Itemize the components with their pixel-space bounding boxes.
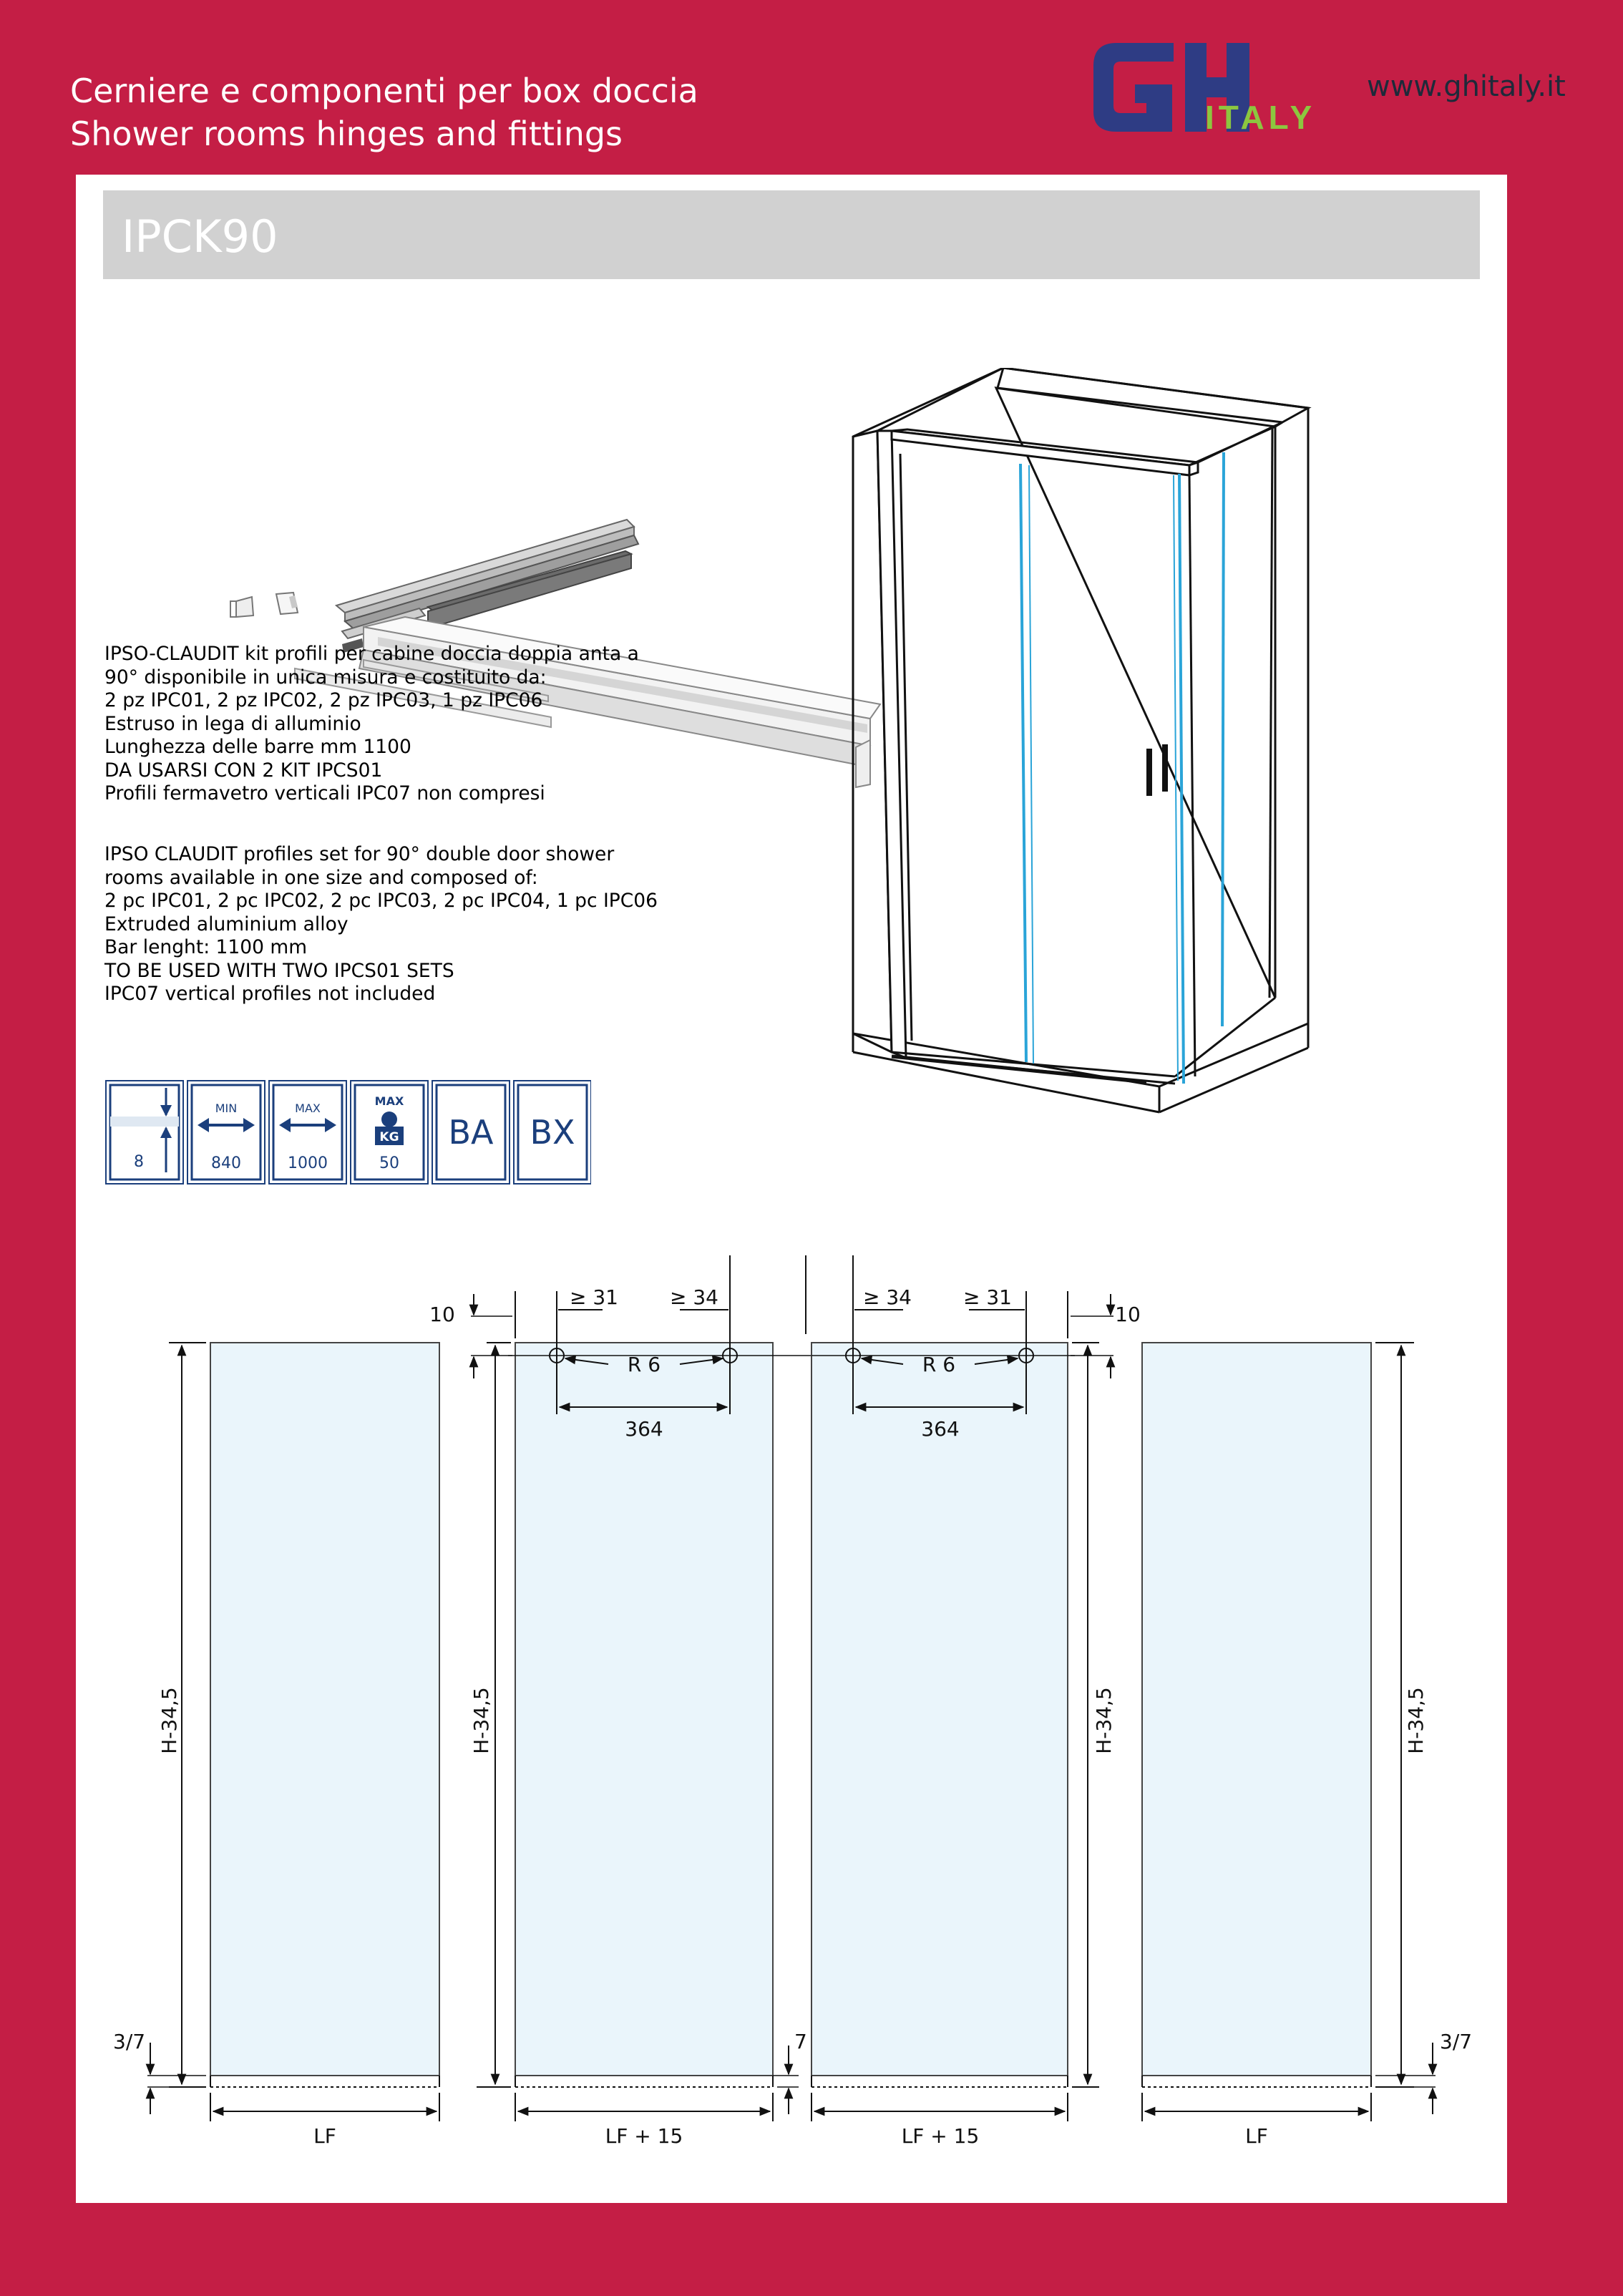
description-line: IPSO-CLAUDIT kit profili per cabine doccia doppia anta a (104, 643, 639, 665)
gap-label: 3/7 (113, 2030, 146, 2053)
width-label: LF + 15 (901, 2124, 980, 2148)
height-label: H-34,5 (157, 1687, 181, 1754)
width-label: LF (313, 2124, 336, 2148)
shower-enclosure-illustration (832, 368, 1404, 1284)
height-label: H-34,5 (469, 1687, 493, 1754)
product-code: IPCK90 (122, 210, 278, 263)
min-value: 840 (211, 1154, 241, 1172)
header-title-english: Shower rooms hinges and fittings (70, 115, 623, 153)
max-weight-icon (351, 1081, 428, 1184)
description-line: 2 pz IPC01, 2 pz IPC02, 2 pz IPC03, 1 pz IPC06 (104, 689, 543, 711)
hole-radius-label: R 6 (627, 1353, 661, 1376)
description-english (104, 843, 820, 1006)
glass-thickness-icon (106, 1081, 183, 1184)
weight-unit: KG (379, 1130, 399, 1144)
door-panel-left (471, 1255, 813, 2121)
description-line: TO BE USED WITH TWO IPCS01 SETS (104, 959, 454, 982)
weight-label: MAX (374, 1094, 404, 1108)
glass-panel-drawings (76, 1248, 1507, 2193)
description-line: Lunghezza delle barre mm 1100 (104, 736, 411, 758)
description-line: IPC07 vertical profiles not included (104, 983, 436, 1005)
description-line: Extruded aluminium alloy (104, 913, 349, 935)
height-label: H-34,5 (1092, 1687, 1116, 1754)
product-title-band (103, 190, 1480, 279)
min-distance-label: ≥ 31 (570, 1285, 618, 1309)
gap-label: 3/7 (1440, 2030, 1473, 2053)
description-line: 2 pc IPC01, 2 pc IPC02, 2 pc IPC03, 2 pc IPC04, 1 pc IPC06 (104, 890, 658, 912)
finish-ba-icon (432, 1081, 510, 1184)
description-line: Bar lenght: 1100 mm (104, 936, 308, 958)
header-title-italian: Cerniere e componenti per box doccia (70, 72, 698, 110)
max-width-icon (269, 1081, 346, 1184)
min-width-icon (187, 1081, 265, 1184)
svg-text:ITALY: ITALY (1205, 99, 1317, 136)
finish-code: BX (530, 1113, 575, 1152)
description-line: IPSO CLAUDIT profiles set for 90° double door shower (104, 843, 615, 865)
spec-icons (104, 1079, 591, 1185)
description-line: 90° disponibile in unica misura e costituito da: (104, 666, 547, 689)
ghitaly-logo (1088, 37, 1352, 137)
description-italian (104, 643, 820, 806)
thickness-value: 8 (134, 1153, 144, 1171)
description-line: DA USARSI CON 2 KIT IPCS01 (104, 759, 383, 782)
finish-code: BA (448, 1113, 494, 1152)
min-label: MIN (215, 1101, 238, 1115)
min-distance-label: ≥ 34 (670, 1285, 718, 1309)
min-distance-label: ≥ 34 (863, 1285, 912, 1309)
width-label: LF (1245, 2124, 1268, 2148)
hole-spacing-label: 364 (625, 1417, 663, 1441)
description-line: rooms available in one size and composed of: (104, 866, 538, 889)
max-label: MAX (295, 1101, 321, 1115)
min-distance-label: ≥ 31 (963, 1285, 1012, 1309)
door-panel-right (812, 1255, 1113, 2121)
description-line: Estruso in lega di alluminio (104, 712, 361, 735)
hole-spacing-label: 364 (921, 1417, 960, 1441)
fixed-panel-right (1142, 1343, 1436, 2121)
weight-value: 50 (379, 1154, 399, 1172)
top-offset-label: 10 (1115, 1303, 1141, 1326)
website-link[interactable]: www.ghitaly.it (1367, 70, 1566, 103)
fixed-panel-left (147, 1343, 439, 2121)
max-value: 1000 (288, 1154, 328, 1172)
product-sheet (76, 175, 1507, 2203)
top-offset-label: 10 (429, 1303, 455, 1326)
hole-radius-label: R 6 (922, 1353, 956, 1376)
finish-bx-icon (514, 1081, 591, 1184)
height-label: H-34,5 (1404, 1687, 1428, 1754)
description-line: Profili fermavetro verticali IPC07 non compresi (104, 782, 545, 804)
gap-label: 7 (794, 2030, 807, 2053)
width-label: LF + 15 (605, 2124, 683, 2148)
